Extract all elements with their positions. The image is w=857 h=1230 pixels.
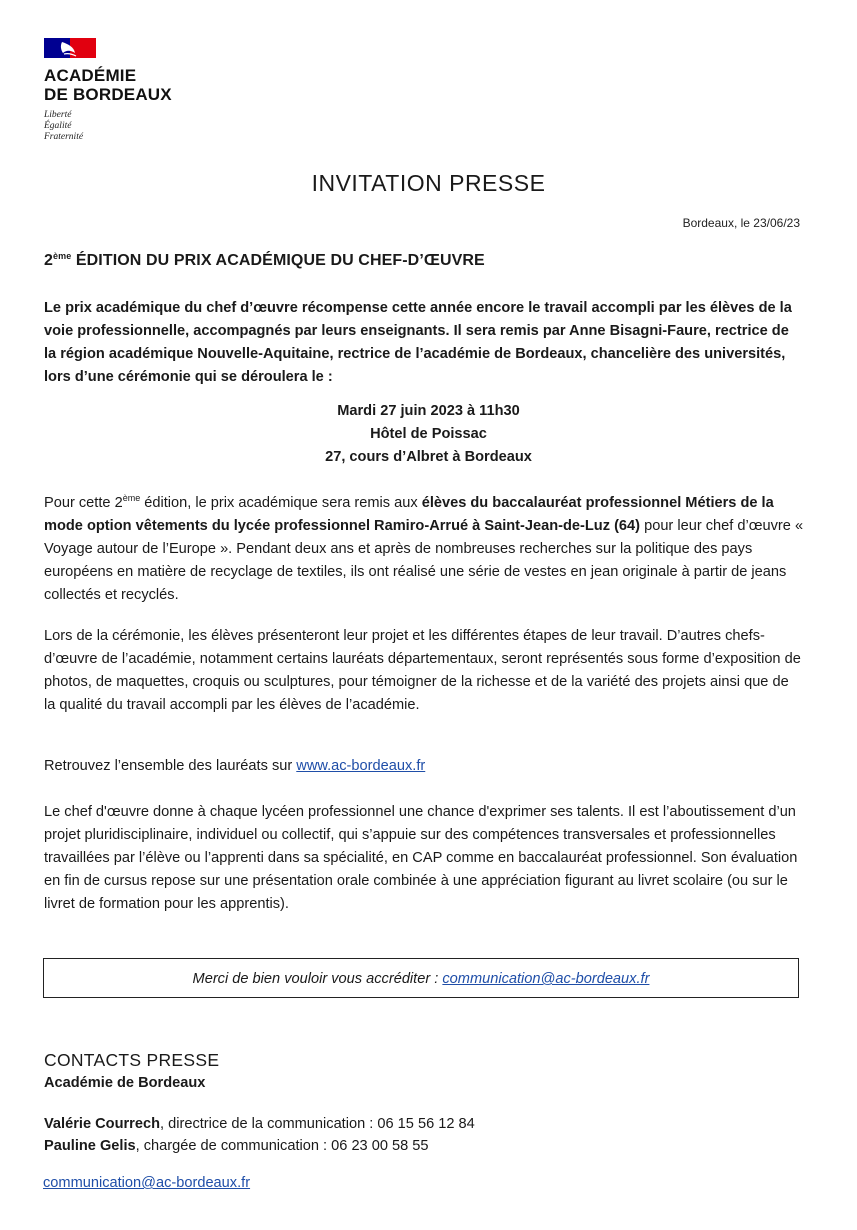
edition-heading xyxy=(44,251,485,270)
marianne-flag-icon xyxy=(44,38,96,58)
event-details xyxy=(0,400,857,469)
p2-start: Pour cette 2 xyxy=(44,495,123,511)
chef-doeuvre-text: Le chef d'œuvre donne à chaque lycéen professionnel une chance d'exprimer ses talents. Il est l’aboutissement d’un projet pluridisciplinaire, individuel ou collectif, qui s’appuie sur des compétences transversales et professionnelles travaillées par l’élève ou l’apprenti dans sa spécialité, en CAP comme en baccalauréat professionnel. Son évaluation en fin de cursus repose sur une présentation orale combinée à une appréciation figurant au livret scolaire (ou sur le livret de formation pour les apprentis). xyxy=(44,804,798,912)
event-date: Mardi 27 juin 2023 à 11h30 xyxy=(337,403,520,419)
p2-end: pour leur chef d’œuvre « Voyage autour de l’Europe ». Pendant deux ans et après de nombreuses recherches sur la politique des pays européens en matière de recyclage de textiles, ils ont réalisé une série de vestes en jean originale à partir de jeans collectés et recyclés. xyxy=(44,518,804,603)
heading-text: ÉDITION DU PRIX ACADÉMIQUE DU CHEF-D’ŒUVRE xyxy=(71,252,485,269)
contacts-org: Académie de Bordeaux xyxy=(44,1075,206,1091)
logo-line-2: DE BORDEAUX xyxy=(44,85,172,104)
ceremony-paragraph xyxy=(44,625,804,717)
logo-wordmark xyxy=(44,66,244,104)
laureats-line xyxy=(44,755,804,778)
contacts-title: CONTACTS PRESSE xyxy=(44,1050,220,1070)
republic-motto xyxy=(44,110,244,143)
contact-role-2: , chargée de communication : 06 23 00 58 55 xyxy=(135,1138,429,1154)
accreditation-text: Merci de bien vouloir vous accréditer : xyxy=(192,971,443,987)
event-address: 27, cours d’Albret à Bordeaux xyxy=(325,449,532,465)
contact-person-1 xyxy=(44,1116,475,1132)
intro-paragraph xyxy=(44,297,804,389)
place-date: Bordeaux, le 23/06/23 xyxy=(682,216,800,230)
p2-ordinal-suffix: ème xyxy=(122,493,141,503)
motto-egalite: Égalité xyxy=(44,121,72,131)
motto-fraternite: Fraternité xyxy=(44,132,84,142)
contacts-email-link[interactable]: communication@ac-bordeaux.fr xyxy=(43,1175,251,1191)
logo-line-1: ACADÉMIE xyxy=(44,66,137,85)
accreditation-email-link[interactable]: communication@ac-bordeaux.fr xyxy=(442,971,650,987)
p2-middle: édition, le prix académique sera remis aux xyxy=(140,495,422,511)
ceremony-text: Lors de la cérémonie, les élèves présenteront leur projet et les différentes étapes de leur travail. D’autres chefs-d’œuvre de l’académie, notamment certains lauréats départementaux, seront représentés sous forme d’exposition de photos, de maquettes, croquis ou sculptures, pour témoigner de la richesse et de la variété des projets ainsi que de la qualité du travail accompli par les élèves de l’académie. xyxy=(44,628,801,713)
laureats-text: Retrouvez l’ensemble des lauréats sur xyxy=(44,758,297,774)
p2-laureate-bold: élèves du baccalauréat professionnel Métiers de la mode option vêtements du lycée professionnel Ramiro-Arrué à Saint-Jean-de-Luz (64) xyxy=(44,495,774,534)
accreditation-box xyxy=(43,958,799,998)
contact-person-2 xyxy=(44,1138,429,1154)
contacts-email xyxy=(43,1175,250,1191)
contact-role-1: , directrice de la communication : 06 15 56 12 84 xyxy=(160,1116,475,1132)
event-venue: Hôtel de Poissac xyxy=(370,426,487,442)
heading-ordinal: 2 xyxy=(44,252,53,269)
contact-name-1: Valérie Courrech xyxy=(44,1116,160,1132)
chef-doeuvre-paragraph xyxy=(44,801,804,916)
motto-liberte: Liberté xyxy=(44,110,72,120)
academie-logo xyxy=(44,38,244,143)
heading-ordinal-suffix: ème xyxy=(53,251,72,261)
contact-name-2: Pauline Gelis xyxy=(44,1138,136,1154)
intro-text: Le prix académique du chef d’œuvre récompense cette année encore le travail accompli par les élèves de la voie professionnelle, accompagnés par leurs enseignants. Il sera remis par Anne Bisagni-Faure, rectrice de la région académique Nouvelle-Aquitaine, rectrice de l’académie de Bordeaux, chancelière des universités, lors d’une cérémonie qui se déroulera le : xyxy=(44,300,792,385)
laureats-website-link[interactable]: www.ac-bordeaux.fr xyxy=(296,758,426,774)
page-title: INVITATION PRESSE xyxy=(311,170,546,196)
laureate-paragraph xyxy=(44,487,804,607)
